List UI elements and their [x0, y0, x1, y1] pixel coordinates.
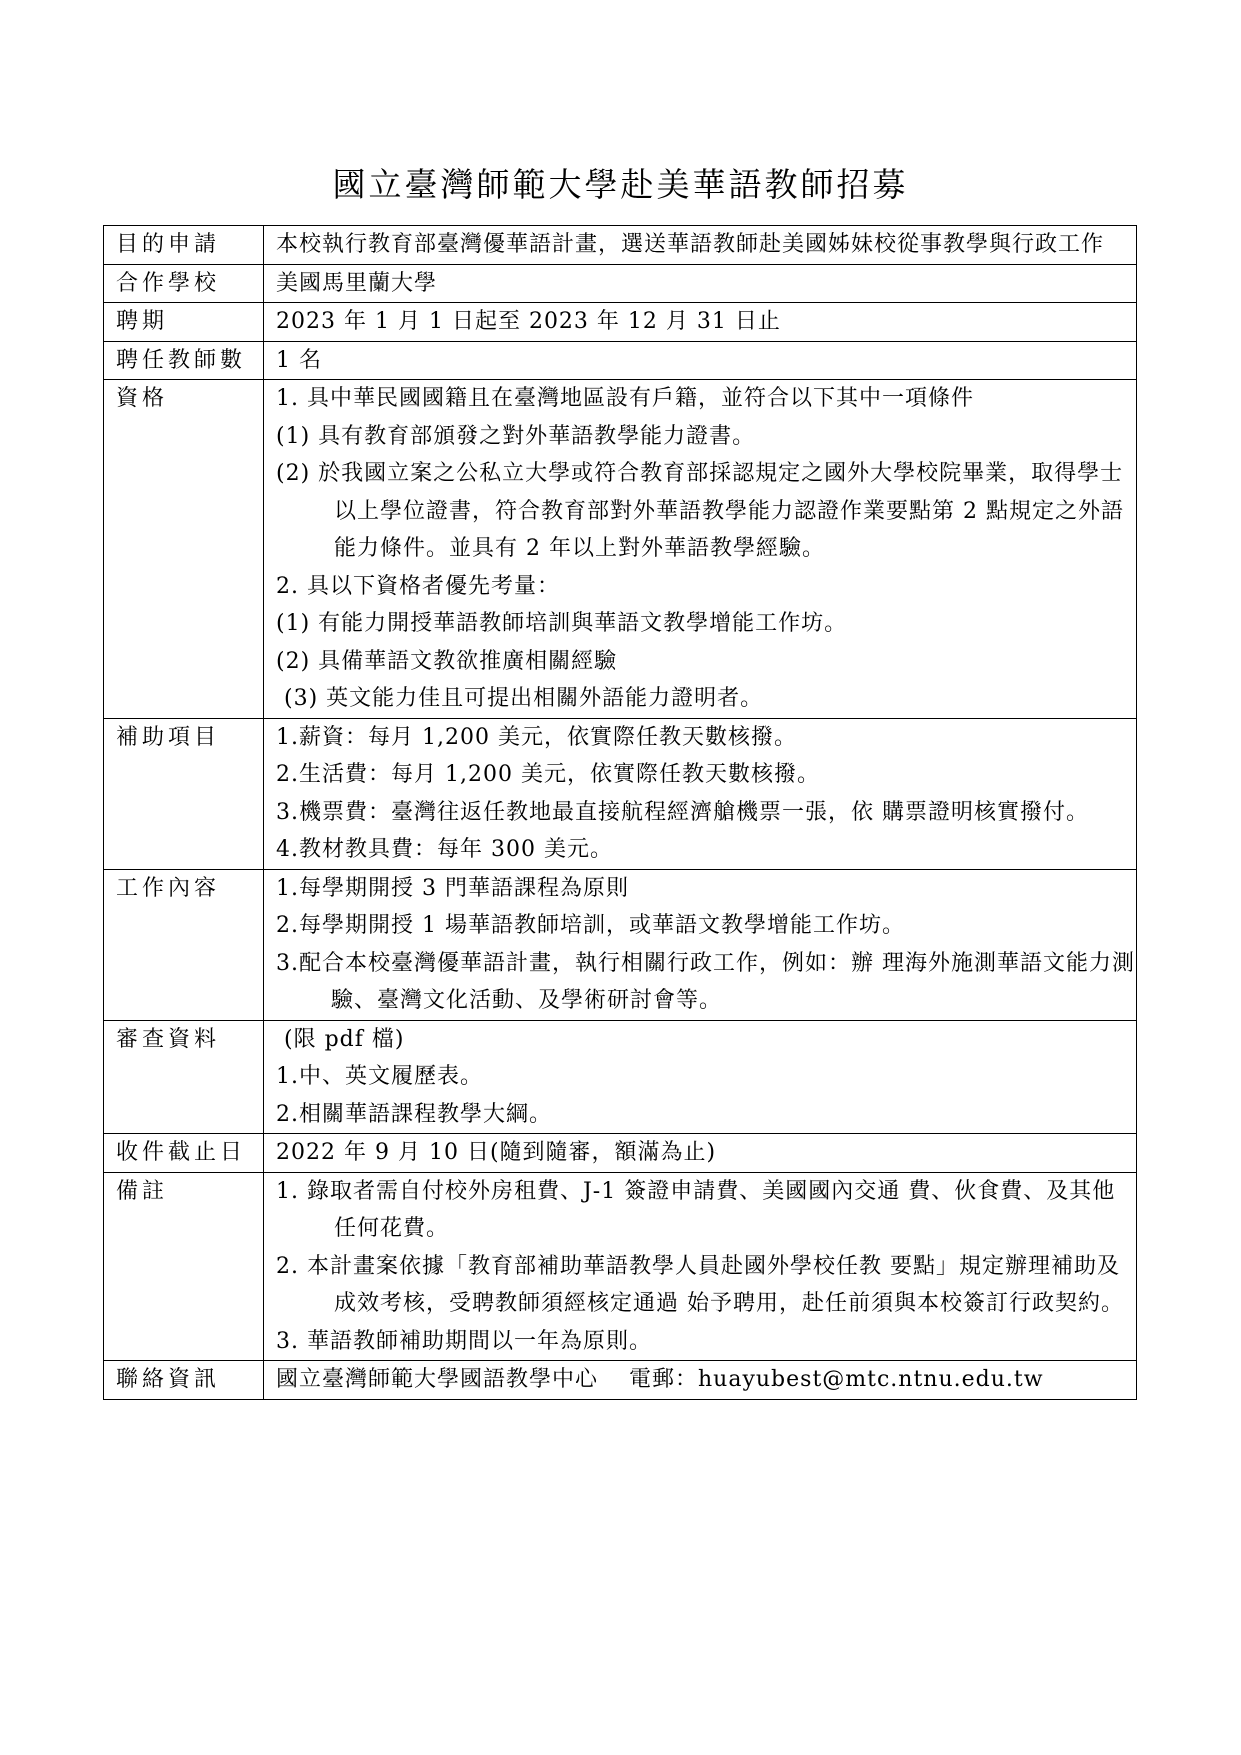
content-line: (限 pdf 檔)	[276, 1026, 405, 1052]
content-line: 3. 華語教師補助期間以一年為原則。	[276, 1328, 652, 1354]
row-content	[264, 226, 1137, 265]
content-line: (2) 具備華語文教欲推廣相關經驗	[276, 648, 618, 674]
table-row-purpose	[104, 226, 1137, 265]
table-row-count	[104, 341, 1137, 380]
table-row-notes	[104, 1172, 1137, 1361]
content-line: 3.機票費：臺灣往返任教地最直接航程經濟艙機票一張，依 購票證明核實撥付。	[276, 799, 1089, 825]
row-label: 收件截止日	[104, 1134, 264, 1173]
content-line: 1.薪資：每月 1,200 美元，依實際任教天數核撥。	[276, 724, 797, 750]
row-label: 聘任教師數	[104, 341, 264, 380]
table-row-subsidy	[104, 718, 1137, 869]
row-content	[264, 1020, 1137, 1134]
content-line: 本校執行教育部臺灣優華語計畫，選送華語教師赴美國姊妹校從事教學與行政工作	[276, 232, 1105, 257]
table-row-contact	[104, 1361, 1137, 1400]
row-content	[264, 1361, 1137, 1400]
content-line: 2.生活費：每月 1,200 美元，依實際任教天數核撥。	[276, 762, 820, 787]
row-label: 聯絡資訊	[104, 1361, 264, 1400]
content-line: 4.教材教具費：每年 300 美元。	[276, 837, 613, 862]
row-content	[264, 303, 1137, 342]
row-label: 資格	[104, 380, 264, 719]
content-line: 1 名	[276, 347, 322, 373]
row-content	[264, 380, 1137, 719]
row-label: 目的申請	[104, 226, 264, 265]
contact-line: 國立臺灣師範大學國語教學中心 電郵：huayubest@mtc.ntnu.edu.tw	[276, 1367, 1044, 1392]
content-line: 2023 年 1 月 1 日起至 2023 年 12 月 31 日止	[276, 309, 781, 334]
content-line: 2022 年 9 月 10 日(隨到隨審，額滿為止)	[276, 1140, 717, 1165]
content-line: 美國馬里蘭大學	[276, 270, 438, 296]
content-line: 2. 本計畫案依據「教育部補助華語教學人員赴國外學校任教 要點」規定辦理補助及成效考核，受聘教師須經核定通過 始予聘用，赴任前須與本校簽訂行政契約。	[276, 1253, 1124, 1316]
content-line: 1.每學期開授 3 門華語課程為原則	[276, 875, 629, 901]
table-row-duties	[104, 869, 1137, 1020]
table-row-deadline	[104, 1134, 1137, 1173]
row-label: 聘期	[104, 303, 264, 342]
row-label: 合作學校	[104, 264, 264, 303]
table-row-period	[104, 303, 1137, 342]
content-line: 1.中、英文履歷表。	[276, 1064, 483, 1089]
content-line: 1. 具中華民國國籍且在臺灣地區設有戶籍，並符合以下其中一項條件	[276, 386, 974, 411]
row-content	[264, 1134, 1137, 1173]
row-content	[264, 341, 1137, 380]
row-label: 工作內容	[104, 869, 264, 1020]
content-line: 3.配合本校臺灣優華語計畫，執行相關行政工作，例如：辦 理海外施測華語文能力測驗、臺灣文化活動、及學術研討會等。	[276, 950, 1135, 1013]
row-content	[264, 718, 1137, 869]
row-label: 備註	[104, 1172, 264, 1361]
row-content	[264, 1172, 1137, 1361]
content-line: 2. 具以下資格者優先考量：	[276, 573, 560, 599]
table-row-qualifications	[104, 380, 1137, 719]
content-line: 2.每學期開授 1 場華語教師培訓，或華語文教學增能工作坊。	[276, 913, 905, 938]
content-line: (2) 於我國立案之公私立大學或符合教育部採認規定之國外大學校院畢業，取得學士以上學位證書，符合教育部對外華語教學能力認證作業要點第 2 點規定之外語能力條件。並具有 2 年以上對外華語教學經驗。	[276, 461, 1124, 561]
row-content	[264, 264, 1137, 303]
content-line: 1. 錄取者需自付校外房租費、J-1 簽證申請費、美國國內交通 費、伙食費、及其他任何花費。	[276, 1178, 1116, 1241]
page-title: 國立臺灣師範大學赴美華語教師招募	[332, 165, 909, 204]
content-line: 2.相關華語課程教學大綱。	[276, 1101, 552, 1127]
content-line: (3) 英文能力佳且可提出相關外語能力證明者。	[276, 686, 764, 711]
table-row-documents	[104, 1020, 1137, 1134]
row-label: 審查資料	[104, 1020, 264, 1134]
content-line: (1) 具有教育部頒發之對外華語教學能力證書。	[276, 423, 756, 449]
row-label: 補助項目	[104, 718, 264, 869]
content-line: (1) 有能力開授華語教師培訓與華語文教學增能工作坊。	[276, 611, 848, 636]
row-content	[264, 869, 1137, 1020]
recruitment-table	[103, 225, 1137, 1400]
table-row-school	[104, 264, 1137, 303]
